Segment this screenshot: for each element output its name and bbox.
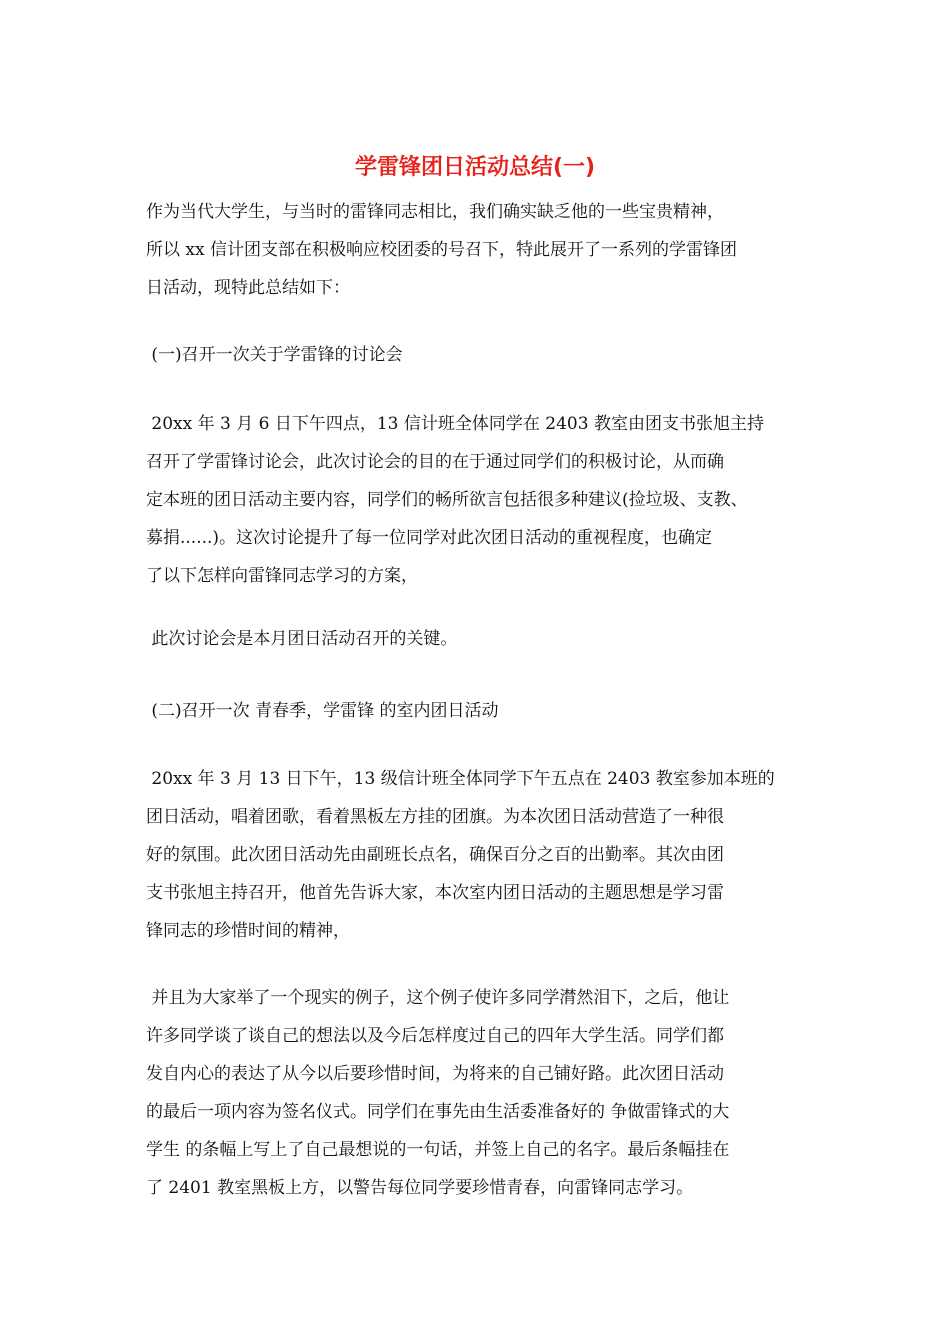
paragraph-intro xyxy=(146,193,816,307)
text-line: 并且为大家举了一个现实的例子，这个例子使许多同学潸然泪下，之后，他让 xyxy=(146,988,730,1008)
text-line: 团日活动，唱着团歌，看着黑板左方挂的团旗。为本次团日活动营造了一种很 xyxy=(146,807,724,827)
text-line: 支书张旭主持召开，他首先告诉大家，本次室内团日活动的主题思想是学习雷 xyxy=(146,883,724,903)
section-heading-2 xyxy=(146,692,816,730)
section-heading-1 xyxy=(146,336,816,374)
text-line: 好的氛围。此次团日活动先由副班长点名，确保百分之百的出勤率。其次由团 xyxy=(146,845,724,865)
text-line: 召开了学雷锋讨论会，此次讨论会的目的在于通过同学们的积极讨论，从而确 xyxy=(146,452,724,472)
text-line: 作为当代大学生，与当时的雷锋同志相比，我们确实缺乏他的一些宝贵精神， xyxy=(146,202,724,222)
text-line: 定本班的团日活动主要内容，同学们的畅所欲言包括很多种建议(捡垃圾、支教、 xyxy=(146,490,748,510)
text-line: 了以下怎样向雷锋同志学习的方案， xyxy=(146,566,418,586)
text-line: 的最后一项内容为签名仪式。同学们在事先由生活委准备好的 争做雷锋式的大 xyxy=(146,1102,730,1122)
text-line: 募捐......)。这次讨论提升了每一位同学对此次团日活动的重视程度，也确定 xyxy=(146,528,713,548)
text-line: 20xx 年 3 月 6 日下午四点，13 信计班全体同学在 2403 教室由团支书张旭主持 xyxy=(146,414,764,434)
paragraph-discussion xyxy=(146,405,816,595)
text-line: 20xx 年 3 月 13 日下午，13 级信计班全体同学下午五点在 2403 教室参加本班的 xyxy=(146,769,775,789)
paragraph-conclusion xyxy=(146,979,816,1207)
text-line: 学生 的条幅上写上了自己最想说的一句话，并签上自己的名字。最后条幅挂在 xyxy=(146,1140,730,1160)
text-line: 许多同学谈了谈自己的想法以及今后怎样度过自己的四年大学生活。同学们都 xyxy=(146,1026,724,1046)
text-line: (一)召开一次关于学雷锋的讨论会 xyxy=(146,345,403,365)
paragraph-activity xyxy=(146,760,816,950)
text-line: 发自内心的表达了从今以后要珍惜时间，为将来的自己铺好路。此次团日活动 xyxy=(146,1064,724,1084)
text-line: 锋同志的珍惜时间的精神， xyxy=(146,921,350,941)
text-line: 此次讨论会是本月团日活动召开的关键。 xyxy=(146,629,458,649)
text-line: 日活动，现特此总结如下： xyxy=(146,278,350,298)
document-title: 学雷锋团日活动总结(一) xyxy=(354,155,596,180)
text-line: (二)召开一次 青春季，学雷锋 的室内团日活动 xyxy=(146,701,499,721)
text-line: 所以 xx 信计团支部在积极响应校团委的号召下，特此展开了一系列的学雷锋团 xyxy=(146,240,737,260)
text-line: 了 2401 教室黑板上方，以警告每位同学要珍惜青春，向雷锋同志学习。 xyxy=(146,1178,694,1198)
paragraph-key-note xyxy=(146,620,816,658)
